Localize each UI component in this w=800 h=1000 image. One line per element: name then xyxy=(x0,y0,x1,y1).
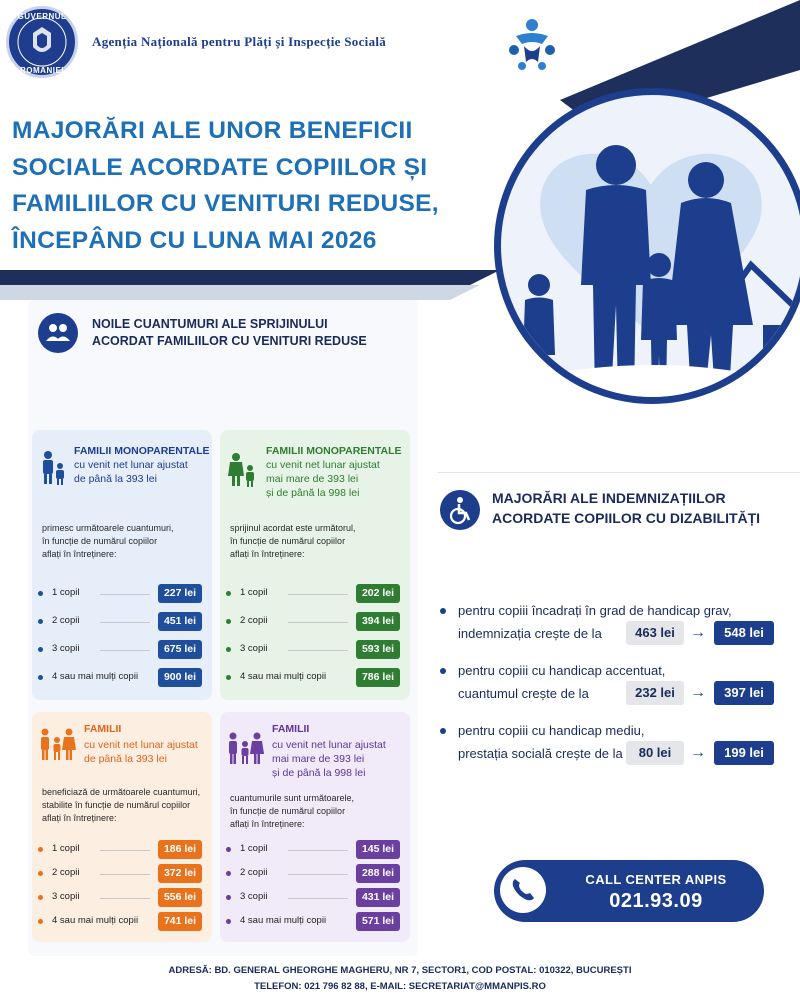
card-monoparental-low xyxy=(32,430,212,700)
bullet-dot xyxy=(38,591,43,596)
amount-row xyxy=(226,840,400,860)
family-group-icon xyxy=(38,313,78,353)
panel-heading-line1: NOILE CUANTUMURI ALE SPRIJINULUI xyxy=(92,317,328,331)
amount-row xyxy=(226,864,400,884)
bullet-dot xyxy=(226,675,231,680)
footer-contact: TELEFON: 021 796 82 88, E-MAIL: SECRETARIAT@MMANPIS.RO xyxy=(254,981,546,992)
allowance-item xyxy=(440,720,780,772)
children-count: 3 copii xyxy=(240,643,268,654)
card-desc: sprijinul acordat este următorul, xyxy=(230,523,356,533)
page-title xyxy=(12,113,512,259)
bullet-dot xyxy=(440,608,446,614)
card-desc: în funcție de numărul copiilor xyxy=(42,536,158,546)
allowance-text: pentru copiii încadrați în grad de handicap grav, xyxy=(458,603,732,618)
amount-row xyxy=(38,584,202,604)
anpis-logo-icon xyxy=(502,16,562,72)
allowance-text: indemnizația crește de la xyxy=(458,626,602,641)
children-count: 4 sau mai mulți copii xyxy=(52,671,139,682)
amount-row xyxy=(226,912,400,932)
new-amount: 397 lei xyxy=(714,681,774,705)
allowance-item xyxy=(440,660,780,712)
card-desc: aflați în întreținere: xyxy=(42,813,117,823)
section-divider xyxy=(438,472,800,473)
bullet-dot xyxy=(38,847,43,852)
amount-badge: 571 lei xyxy=(356,912,400,931)
children-count: 1 copil xyxy=(52,843,80,854)
children-count: 1 copil xyxy=(240,587,268,598)
new-amount: 199 lei xyxy=(714,741,774,765)
family-icon xyxy=(38,728,76,762)
bullet-dot xyxy=(38,895,43,900)
title-line: SOCIALE ACORDATE COPIILOR ȘI xyxy=(12,153,428,181)
card-subtitle: mai mare de 393 lei xyxy=(266,473,359,485)
footer-address: ADRESĂ: BD. GENERAL GHEORGHE MAGHERU, NR 7, SECTOR1, COD POSTAL: 010322, BUCUREȘTI xyxy=(168,965,632,976)
amount-row xyxy=(38,864,202,884)
card-desc: primesc următoarele cuantumuri, xyxy=(42,523,174,533)
children-count: 1 copil xyxy=(240,843,268,854)
title-line: FAMILIILOR CU VENITURI REDUSE, xyxy=(12,190,439,217)
family-icon xyxy=(226,732,264,766)
card-desc: aflați în întreținere: xyxy=(42,549,117,559)
amount-badge: 145 lei xyxy=(356,840,400,859)
amount-row xyxy=(38,912,202,932)
amount-row xyxy=(38,840,202,860)
amount-badge: 900 lei xyxy=(158,668,202,687)
old-amount: 232 lei xyxy=(626,681,684,705)
card-subtitle: de până la 393 lei xyxy=(84,753,167,765)
card-subtitle: mai mare de 393 lei xyxy=(272,753,365,765)
amount-row xyxy=(38,888,202,908)
amount-badge: 675 lei xyxy=(158,640,202,659)
children-count: 3 copii xyxy=(240,891,268,902)
bullet-dot xyxy=(440,668,446,674)
children-count: 2 copii xyxy=(52,615,80,626)
card-title: FAMILII xyxy=(272,723,310,735)
bullet-dot xyxy=(38,675,43,680)
children-count: 4 sau mai mulți copii xyxy=(52,915,139,926)
amount-badge: 431 lei xyxy=(356,888,400,907)
card-desc: în funcție de numărul copiilor xyxy=(230,536,346,546)
amount-row xyxy=(38,612,202,632)
children-count: 2 copii xyxy=(52,867,80,878)
amount-row xyxy=(38,640,202,660)
card-subtitle: și de până la 998 lei xyxy=(266,487,360,499)
call-center-number[interactable]: 021.93.09 xyxy=(609,890,703,912)
arrow-right-icon: → xyxy=(690,744,706,761)
bullet-dot xyxy=(38,619,43,624)
card-subtitle: cu venit net lunar ajustat xyxy=(84,739,198,751)
parent-child-icon xyxy=(228,452,256,488)
amount-badge: 288 lei xyxy=(356,864,400,883)
amount-row xyxy=(226,640,400,660)
amount-row xyxy=(226,668,400,688)
card-desc: în funcție de numărul copiilor xyxy=(230,806,346,816)
card-subtitle: cu venit net lunar ajustat xyxy=(272,739,386,751)
card-subtitle: cu venit net lunar ajustat xyxy=(266,459,380,471)
card-family-mid xyxy=(220,712,410,942)
old-amount: 80 lei xyxy=(626,741,684,765)
arrow-right-icon: → xyxy=(690,684,706,701)
bullet-dot xyxy=(38,647,43,652)
disability-heading-line2: ACORDATE COPIILOR CU DIZABILITĂȚI xyxy=(492,510,761,526)
card-title: FAMILII xyxy=(84,723,122,735)
card-family-low xyxy=(32,712,212,942)
amount-row xyxy=(38,668,202,688)
amount-row xyxy=(226,584,400,604)
seal-text-top: GUVERNUL xyxy=(17,12,67,21)
amount-badge: 186 lei xyxy=(158,840,202,859)
footer xyxy=(0,963,800,995)
card-desc: stabilite în funcție de numărul copiilor xyxy=(42,800,191,810)
amount-badge: 202 lei xyxy=(356,584,400,603)
card-desc: cuantumurile sunt următoarele, xyxy=(230,793,355,803)
phone-icon xyxy=(500,867,546,913)
bullet-dot xyxy=(226,871,231,876)
bullet-dot xyxy=(226,847,231,852)
government-seal-logo xyxy=(6,6,78,78)
new-amount: 548 lei xyxy=(714,621,774,645)
amount-badge: 786 lei xyxy=(356,668,400,687)
children-count: 2 copii xyxy=(240,615,268,626)
allowance-text: cuantumul crește de la xyxy=(458,686,589,701)
bullet-dot xyxy=(38,919,43,924)
card-subtitle: de până la 393 lei xyxy=(74,473,157,485)
card-monoparental-mid xyxy=(220,430,410,700)
old-amount: 463 lei xyxy=(626,621,684,645)
children-count: 4 sau mai mulți copii xyxy=(240,915,327,926)
amount-badge: 556 lei xyxy=(158,888,202,907)
panel-heading-line2: ACORDAT FAMILIILOR CU VENITURI REDUSE xyxy=(92,334,367,348)
card-subtitle: cu venit net lunar ajustat xyxy=(74,459,188,471)
amount-badge: 227 lei xyxy=(158,584,202,603)
title-line: MAJORĂRI ALE UNOR BENEFICII xyxy=(12,117,413,144)
amount-badge: 372 lei xyxy=(158,864,202,883)
card-subtitle: și de până la 998 lei xyxy=(272,767,366,779)
bullet-dot xyxy=(226,919,231,924)
call-center-label: CALL CENTER ANPIS xyxy=(585,872,727,887)
amount-badge: 741 lei xyxy=(158,912,202,931)
amount-badge: 593 lei xyxy=(356,640,400,659)
seal-text-bottom: ROMÂNIEI xyxy=(20,66,64,75)
card-title: FAMILII MONOPARENTALE xyxy=(266,445,402,457)
agency-name: Agenția Națională pentru Plăți și Inspecție Socială xyxy=(92,34,387,49)
allowance-text: pentru copiii cu handicap mediu, xyxy=(458,723,645,738)
card-title: FAMILII MONOPARENTALE xyxy=(74,445,210,457)
allowance-text: prestația socială crește de la xyxy=(458,746,623,761)
children-count: 1 copil xyxy=(52,587,80,598)
children-count: 3 copii xyxy=(52,643,80,654)
parent-child-icon xyxy=(40,450,66,486)
children-count: 2 copii xyxy=(240,867,268,878)
card-desc: beneficiază de următoarele cuantumuri, xyxy=(42,787,201,797)
card-desc: aflați în întreținere: xyxy=(230,549,305,559)
allowance-text: pentru copiii cu handicap accentuat, xyxy=(458,663,666,678)
bullet-dot xyxy=(226,647,231,652)
wheelchair-icon xyxy=(440,490,480,530)
amount-badge: 394 lei xyxy=(356,612,400,631)
disability-heading-line1: MAJORĂRI ALE INDEMNIZAȚIILOR xyxy=(492,490,726,506)
children-count: 4 sau mai mulți copii xyxy=(240,671,327,682)
bullet-dot xyxy=(38,871,43,876)
bullet-dot xyxy=(226,591,231,596)
allowance-item xyxy=(440,600,780,652)
amount-row xyxy=(226,888,400,908)
bullet-dot xyxy=(440,728,446,734)
card-desc: aflați în întreținere: xyxy=(230,819,305,829)
children-count: 3 copii xyxy=(52,891,80,902)
bullet-dot xyxy=(226,619,231,624)
bullet-dot xyxy=(226,895,231,900)
amount-badge: 451 lei xyxy=(158,612,202,631)
amount-row xyxy=(226,612,400,632)
family-hero-image xyxy=(494,88,800,404)
title-line: ÎNCEPÂND CU LUNA MAI 2026 xyxy=(12,226,377,254)
arrow-right-icon: → xyxy=(690,624,706,641)
